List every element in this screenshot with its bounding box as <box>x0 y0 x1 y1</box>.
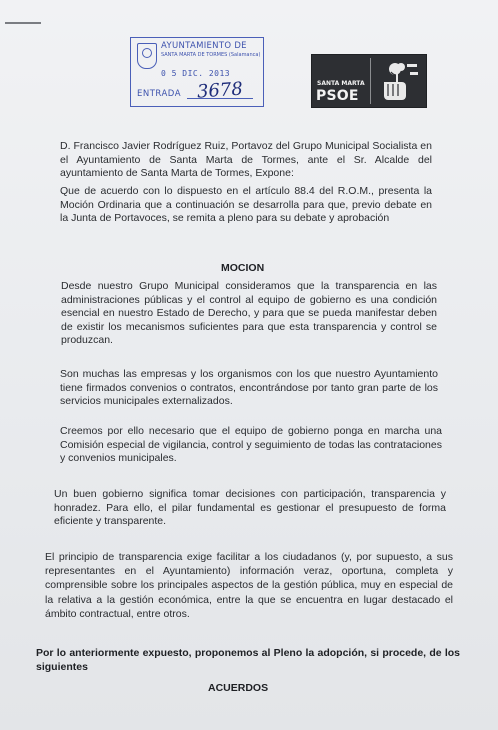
motion-paragraph-2: Son muchas las empresas y los organismos con los que nuestro Ayuntamiento tiene firmados convenios o contratos, encontrándose por tanto gran parte de los servicios municipales externalizados. <box>60 368 438 408</box>
intro-paragraph: D. Francisco Javier Rodríguez Ruiz, Portavoz del Grupo Municipal Socialista en el Ayuntamiento de Santa Marta de Tormes, ante el Sr. Alcalde del ayuntamiento de Santa Marta de Tormes, Expone: <box>60 140 432 180</box>
stamp-entry-number: 3678 <box>196 78 244 103</box>
psoe-party-label: PSOE <box>316 88 359 104</box>
psoe-logo <box>311 54 427 108</box>
logo-divider <box>370 58 371 104</box>
stamp-subtitle: SANTA MARTA DE TORMES (Salamanca) <box>161 52 261 58</box>
scan-edge-mark <box>5 22 41 24</box>
motion-paragraph-5: El principio de transparencia exige facilitar a los ciudadanos (y, por supuesto, a sus representantes en el Ayuntamiento) información veraz, oportuna, completa y comprensible sobre los principales aspectos de la gestión pública, muy en especial de la relativa a la gestión económica, entre la que se encuentra en lugar destacado el ámbito contractual, entre otros. <box>45 551 453 620</box>
motion-paragraph-1: Desde nuestro Grupo Municipal consideramos que la transparencia en las administraciones públicas y el control al equipo de gobierno es una condición esencial en nuestro Estado de Derecho, y para que se pueda manifestar deben de existir los mecanismos suficientes para que esta transparencia y control se produzcan. <box>61 280 437 347</box>
motion-paragraph-3: Creemos por ello necesario que el equipo de gobierno ponga en marcha una Comisión especial de vigilancia, control y seguimiento de todas las contrataciones y convenios municipales. <box>60 425 442 465</box>
coat-of-arms-icon <box>137 43 157 69</box>
motion-heading: MOCION <box>221 262 265 274</box>
stamp-title: AYUNTAMIENTO DE <box>161 41 247 51</box>
stamp-entry-label: ENTRADA <box>137 89 182 99</box>
closing-statement: Por lo anteriormente expuesto, proponemos al Pleno la adopción, si procede, de los siguientes <box>36 647 460 673</box>
psoe-logo-text <box>315 58 369 104</box>
rose-fist-icon <box>374 58 422 104</box>
purpose-paragraph: Que de acuerdo con lo dispuesto en el artículo 88.4 del R.O.M., presenta la Moción Ordinaria que a continuación se desarrolla para que, previo debate en la Junta de Portavoces, se remita a pleno para su debate y aprobación <box>60 185 432 225</box>
motion-paragraph-4: Un buen gobierno significa tomar decisiones con participación, transparencia y honradez. Para ello, el pilar fundamental es gestionar el presupuesto de forma eficiente y transparente. <box>54 488 446 528</box>
psoe-city-label: SANTA MARTA <box>317 80 365 87</box>
registry-stamp <box>130 37 264 107</box>
stamp-date: 0 5 DIC. 2013 <box>161 69 231 78</box>
agreements-heading: ACUERDOS <box>208 682 269 694</box>
